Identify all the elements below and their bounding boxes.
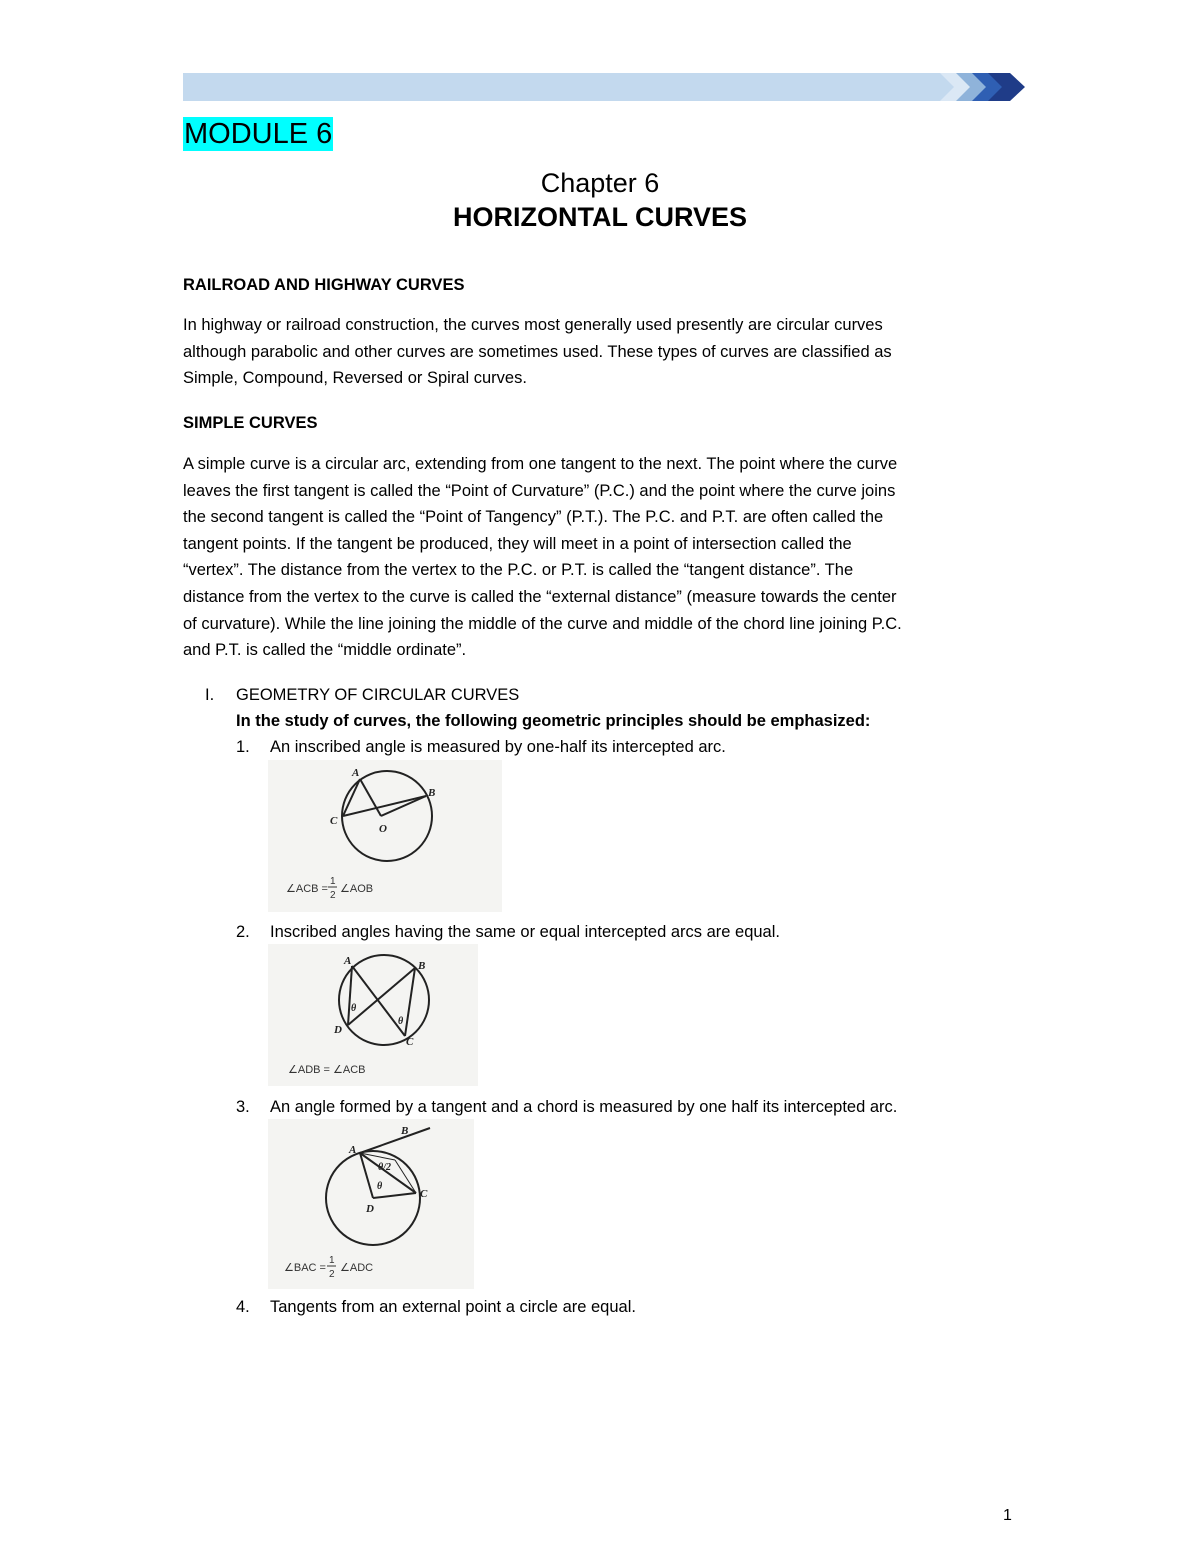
list-item-text: An angle formed by a tangent and a chord is measured by one half its intercepted arc. [270,1098,898,1116]
roman-numeral: I. [205,686,215,704]
list-item-text: An inscribed angle is measured by one-half its intercepted arc. [270,738,726,756]
label-a: A [352,767,360,779]
header-bar [183,73,963,101]
geometry-intro: In the study of curves, the following geometric principles should be emphasized: [236,712,871,730]
section-heading-railroad: RAILROAD AND HIGHWAY CURVES [183,276,465,294]
label-a: A [349,1144,357,1156]
label-theta: θ [351,1003,357,1014]
list-number: 1. [236,738,250,756]
label-b: B [401,1125,409,1137]
paragraph-line: A simple curve is a circular arc, extending from one tangent to the next. The point where the curve [183,455,898,473]
page-title: HORIZONTAL CURVES [452,202,748,232]
label-half-theta: θ/2 [378,1162,391,1173]
tangent-ab [360,1128,430,1153]
list-item-text: Inscribed angles having the same or equal intercepted arcs are equal. [270,923,780,941]
list-number: 3. [236,1098,250,1116]
label-theta: θ [377,1181,383,1192]
figure-equal-inscribed-angles [268,944,478,1086]
chapter-label: Chapter 6 [540,168,660,198]
list-number: 4. [236,1298,250,1316]
label-d: D [334,1024,342,1036]
fraction-numerator: 1 [329,1255,335,1266]
paragraph-line: tangent points. If the tangent be produced, they will meet in a point of intersection called the [183,534,852,553]
section-heading-simple-curves: SIMPLE CURVES [183,414,318,432]
geometry-heading: GEOMETRY OF CIRCULAR CURVES [236,686,520,704]
label-d: D [366,1203,374,1215]
fraction-denominator: 2 [330,890,336,901]
list-number: 2. [236,923,250,941]
paragraph-simple-curves [183,451,1015,664]
paragraph-line: although parabolic and other curves are sometimes used. These types of curves are classified as [183,342,892,361]
label-c: C [330,815,338,827]
label-b: B [418,960,426,972]
paragraph-line: distance from the vertex to the curve is called the “external distance” (measure towards the center [183,587,897,606]
label-theta: θ [398,1016,404,1027]
figure-circle [342,771,432,861]
paragraph-line: In highway or railroad construction, the curves most generally used presently are circular curves [183,316,883,334]
formula-left: ∠ACB = [286,883,328,895]
chord-ad [348,966,352,1025]
paragraph-line: and P.T. is called the “middle ordinate”. [183,641,467,660]
paragraph-railroad [183,312,1015,392]
figure-inscribed-angle [268,760,502,912]
chord-db [348,968,415,1025]
label-c: C [406,1036,414,1048]
chord-bc [405,968,415,1036]
radius-dc [373,1193,416,1198]
label-o: O [379,823,387,835]
paragraph-line: “vertex”. The distance from the vertex to the P.C. or P.T. is called the “tangent distance”. The [183,561,854,580]
chord-cb [343,796,426,816]
formula: ∠ADB = ∠ACB [288,1064,366,1076]
fraction-denominator: 2 [329,1269,335,1280]
module-label: MODULE 6 [184,118,333,150]
formula-right: ∠ADC [340,1262,374,1274]
paragraph-line: leaves the first tangent is called the “Point of Curvature” (P.C.) and the point where the curve joins [183,481,896,500]
list-item-text: Tangents from an external point a circle are equal. [270,1298,636,1316]
formula-left: ∠BAC = [284,1262,326,1274]
header-chevrons-icon [940,71,1030,103]
fraction-numerator: 1 [330,876,336,887]
label-c: C [420,1188,428,1200]
paragraph-line: Simple, Compound, Reversed or Spiral curves. [183,369,527,388]
paragraph-line: of curvature). While the line joining the middle of the curve and middle of the chord line joining P.C. [183,614,902,633]
label-a: A [344,955,352,967]
label-b: B [428,787,436,799]
figure-tangent-chord-angle [268,1119,474,1289]
page-number: 1 [1003,1507,1012,1524]
paragraph-line: the second tangent is called the “Point of Tangency” (P.T.). The P.C. and P.T. are often called the [183,508,884,527]
formula-right: ∠AOB [340,883,374,895]
